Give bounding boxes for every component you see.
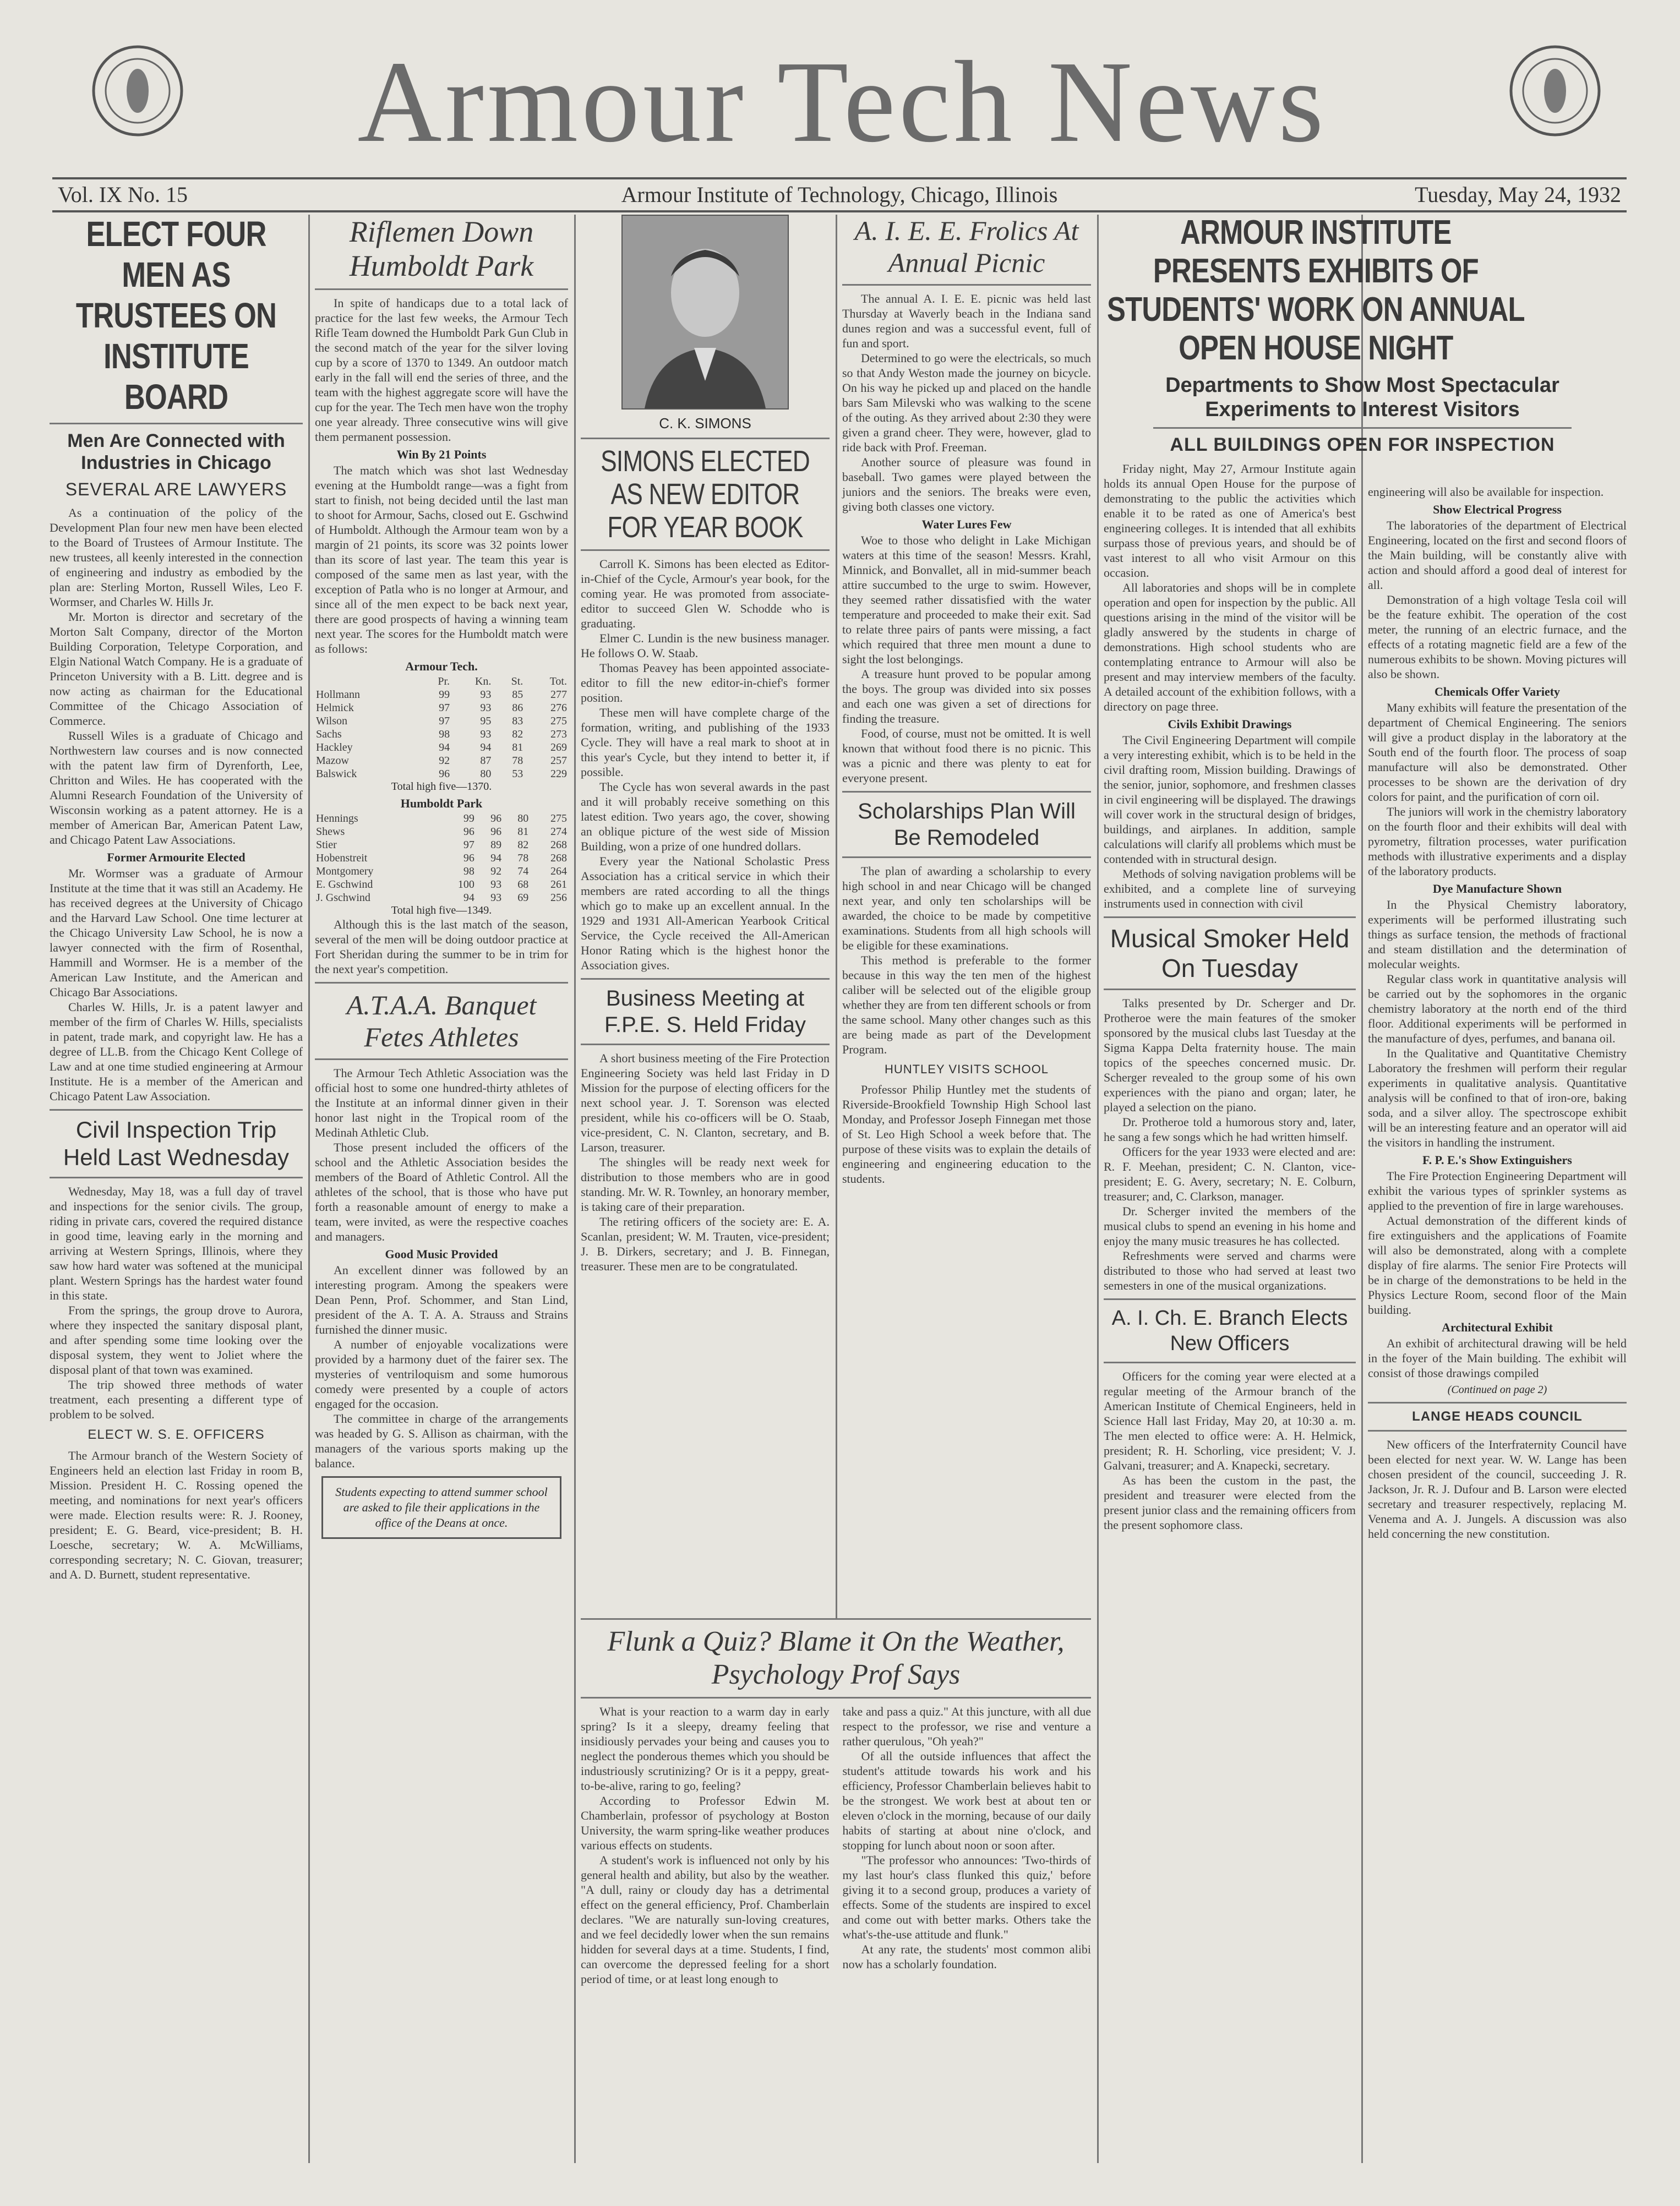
table-row [315,741,568,754]
paragraph: Wednesday, May 18, was a full day of travel and inspections for the senior civils. The group, riding in private cars, covered the required distance in good time, leaving early in the morning and arriving at Western Springs, Illinois, where they saw how hard water was softened at the municipal plant. Western Springs has the hardest water found in this state. [50,1184,303,1302]
divider [842,284,1091,286]
column-6 [1368,484,1627,2169]
paragraph: Determined to go were the electricals, so much so that Andy Weston made the journey on bicycle. On his way he picked up and placed on the handle bars Sam Milevski who was walking to the scene of the outing. As they arrived about 2:30 they were given a grand cheer. They were, however, glad to ride back with Prof. Freeman. [842,351,1091,454]
paragraph: Woe to those who delight in Lake Michigan waters at this time of the season! Messrs. Krahl, Minnick, and Bonvallet, all in mid-summer beach attire succumbed to the urge to swim. However, they seemed rather dissatisfied with the water temperature and proceeded to make their exit. Sad to relate three pairs of pants were missing, a fact which required that three men mount a dune to sight the lost belongings. [842,533,1091,666]
cell: 95 [480,715,492,727]
paragraph: This method is preferable to the former because in this way the ten men of the highest caliber will be selected out of the eligible group whether they are from ten different schools or from the same school. Many other changes such as this are being made as part of the Development Program. [842,953,1091,1056]
paragraph: The Fire Protection Engineering Department will exhibit the various types of sprinkler systems as applied to the prevention of fire in large warehouses. [1368,1169,1627,1213]
paragraph: In spite of handicaps due to a total lack of practice for the last few weeks, the Armour Tech Rifle Team downed the Humboldt Park Gun Club in the second match of the year for the silver loving cup by a score of 1370 to 1349. An outdoor match early in the fall will end the series of three, and the team with the highest aggregate score will have the cup for the year. The Tech men have won the trophy one year already. Three consecutive wins will give them permanent possession. [315,296,569,444]
cell: 100 [457,878,474,891]
cell: Hackley [316,741,353,753]
divider [842,856,1091,858]
score-table-humboldt [315,812,568,904]
subheading: Architectural Exhibit [1442,1320,1553,1334]
cell: 96 [463,852,474,864]
cell: 93 [490,878,502,891]
divider [1104,916,1356,918]
cell: J. Gschwind [316,892,370,904]
table-total: Total high five—1370. [391,780,492,793]
paragraph: In the Physical Chemistry laboratory, experiments will be performed illustrating such things as surface tension, the methods of fractional and steam distillation and the determination of molecular weights. [1368,898,1627,971]
paragraph: A treasure hunt proved to be popular among the boys. The group was divided into six posses and each one was given a set of directions for finding the treasure. [842,667,1091,725]
paragraph: An excellent dinner was followed by an interesting program. Among the speakers were Dean Penn, Prof. Schommer, and Stan Lind, president of the A. T. A. A. Strauss and Strains furnished the dinner music. [315,1263,568,1336]
table-row [315,891,568,904]
cell: 81 [512,741,523,753]
column-rule [1361,215,1363,2163]
cell: E. Gschwind [316,878,373,891]
paragraph: Carroll K. Simons has been elected as Editor-in-Chief of the Cycle, Armour's year book, for the coming year. He was promoted from associate-editor to succeed Glen W. Schodde who is graduating. [581,557,830,630]
cell: 276 [550,702,567,714]
cell: 92 [439,755,450,767]
column-rule [1097,215,1099,2163]
divider [581,549,830,551]
paragraph: A student's work is influenced not only by his general health and ability, but also by the weather. "A dull, rainy or cloudy day has a detrimental effect on the general efficiency, Prof. Chamberlain declares. "We are naturally sun-loving creatures, and we feel decidedly lower when the sun remains hidden for several days at a time. Students, I find, can overcome the depressed feeling for a short period of time, or at least long enough to [581,1853,830,1986]
cell: 229 [550,768,567,780]
cell: Sachs [316,728,342,740]
cell: 74 [517,865,529,877]
cell: 97 [463,839,474,851]
paragraph: Dr. Protheroe told a humorous story and, later, he sang a few songs which he had written himself. [1104,1115,1356,1144]
paragraph: "The professor who announces: 'Two-thirds of my last hour's class flunked this quiz,' before giving it to a second group, produces a variety of effects. Some of the students are inspired to excel and come out with better marks. Others take the what's-the-use attitude and flunk." [842,1853,1091,1941]
paragraph: Although this is the last match of the season, several of the men will be doing outdoor practice at Fort Sheridan during the summer to be in trim for the next year's competition. [315,918,568,976]
paragraph: The shingles will be ready next week for distribution to those members who are in good standing. Mr. W. R. Townley, an honorary member, is taking care of their preparation. [581,1155,830,1214]
cell: 89 [490,839,502,851]
paragraph: The Armour Tech Athletic Association was the official host to some one hundred-thirty athletes of the Institute at an informal dinner given in their honor last night in the Tropical room of the Medinah Athletic Club. [315,1066,568,1139]
deck-trustees: Men Are Connected with Industries in Chicago [67,430,285,473]
cell: Wilson [316,715,347,727]
paragraph: The Armour branch of the Western Society of Engineers held an election last Friday in room B, Mission. President H. C. Rossing opened the meeting, and nominations for next year's officers were made. Election results were: R. J. Rooney, president; E. G. Beard, vice-president; B. H. Loesche, secretary; W. A. McWilliams, corresponding secretary; N. C. Giovan, treasurer; and A. D. Burnett, student representative. [50,1449,303,1581]
cell: 68 [517,878,529,891]
score-table-armour [315,675,568,780]
subheading: Show Electrical Progress [1433,503,1562,516]
column-4 [842,209,1091,1618]
cell: Stier [316,839,337,851]
cell: 93 [480,702,492,714]
column-1 [50,209,303,2169]
paragraph: Refreshments were served and charms were distributed to those who had served at least two semesters in one of the musical organizations. [1104,1249,1356,1292]
cell: Hennings [316,812,358,824]
paragraph: As has been the custom in the past, the president and treasurer were elected from the present junior class and the remaining officers from the present sophomore class. [1104,1473,1356,1532]
deck-open-house: Departments to Show Most Spectacular Experiments to Interest Visitors [1165,374,1559,421]
paragraph: Mr. Wormser was a graduate of Armour Institute at the time that it was still an Academy. He has received degrees at the University of Chicago and the Harvard Law School. One time lecturer at the Chicago University Law School, he is now a lawyer connected with the firm of Rosenthal, Hammill and Wormser. He is a member of the American Law Institute, and the American and Chicago Bar Associations. [50,866,303,999]
table-row [315,825,568,838]
continued-note: (Continued on page 2) [1447,1384,1547,1396]
headline-civil-trip: Civil Inspection Trip Held Last Wednesday [63,1117,290,1170]
paragraph: The retiring officers of the society are: E. A. Scanlan, president; W. M. Trauten, vice-president; J. B. Dirkers, secretary; and J. B. Finnegan, treasurer. These men are to be congratulated. [581,1215,830,1273]
cell: Montgomery [316,865,374,877]
cell: 264 [550,865,567,877]
subheading: Chemicals Offer Variety [1434,685,1561,698]
paragraph: The Civil Engineering Department will compile a very interesting exhibit, which is to be held in the civil drafting room, Mission building. Drawings of the senior, junior, sophomore, and freshmen classes in civil engineering will be displayed. The drawings will cover work in the structural design of bridges, buildings, and airplanes. In addition, sample calculations will clarify all problems which must be contended with in structural design. [1104,733,1356,866]
paragraph: The plan of awarding a scholarship to every high school in and near Chicago will be changed next year, and only ten scholarships will be awarded, the choice to be made by competitive examinations. Students from all high schools will be eligible for these examinations. [842,864,1091,952]
cell: 94 [490,852,502,864]
paragraph: Elmer C. Lundin is the new business manager. He follows O. W. Staab. [581,631,830,660]
summer-school-notice: Students expecting to attend summer school are asked to file their applications in the office of the Deans at once. [321,1476,561,1539]
cell: 92 [490,865,502,877]
divider [581,1697,1091,1699]
issue-date: Tuesday, May 24, 1932 [1415,182,1621,207]
cell: Hobenstreit [316,852,368,864]
table-row [315,754,568,767]
cell: 85 [512,689,523,701]
photo-caption: C. K. SIMONS [659,415,751,432]
paragraph: The trip showed three methods of water treatment, each presenting a different type of problem to be solved. [50,1378,303,1421]
cell: 96 [439,768,450,780]
divider [581,978,830,980]
subheading: Dye Manufacture Shown [1432,882,1562,895]
divider [842,791,1091,793]
cell: Hollmann [316,689,360,701]
paragraph: The juniors will work in the chemistry laboratory on the fourth floor and their exhibits will deal with pyrometry, filtration processes, water purification methods with illustrative experiments and a display of the laboratory products. [1368,805,1627,878]
paragraph: Mr. Morton is director and secretary of the Morton Salt Company, director of the Morton Building Corporation, Teletype Corporation, and Elgin National Watch Company. He is a graduate of Princeton University with a B. Litt. degree and is now acting as chairman for the Educational Committee of the Chicago Association of Commerce. [50,610,303,728]
dateline [52,177,1627,212]
paragraph: All laboratories and shops will be in complete operation and open for inspection by the public. All questions arising in the mind of the visitor will be gladly answered by the students in charge of demonstrations. High school students who are contemplating entrance to Armour will also be present and may interview members of the faculty. A detailed account of the exhibition follows, with a directory on page three. [1104,581,1356,713]
paragraph: Demonstration of a high voltage Tesla coil will be the feature exhibit. The operation of the cost meter, the running of an electric furnace, and the effects of a rotating magnetic field are a few of the numerous exhibits to be shown. Moving pictures will also be shown. [1368,593,1627,681]
divider [1368,1430,1627,1432]
table-row [315,812,568,825]
paragraph: Every year the National Scholastic Press Association has a critical service in which their members are rated according to all the things which go to make up an excellent annual. In the 1929 and 1931 All-American Yearbook Critical Service, the Cycle received the All-American Honor Rating which is the highest honor the Association gives. [581,854,830,972]
subhead-buildings: ALL BUILDINGS OPEN FOR INSPECTION [1170,434,1555,455]
table-row [315,878,568,891]
paragraph: Dr. Scherger invited the members of the musical clubs to spend an evening in his home and enjoy the many music treasures he has collected. [1104,1204,1356,1248]
headline-riflemen: Riflemen Down Humboldt Park [349,215,534,282]
paragraph: Officers for the year 1933 were elected and are: R. F. Meehan, president; C. N. Clanton, vice-president; E. G. Avery, secretary; N. E. Colburn, treasurer; and, C. Clarkson, manager. [1104,1145,1356,1203]
headline-scholarships: Scholarships Plan Will Be Remodeled [858,799,1076,850]
cell: 269 [550,741,567,753]
cell: 99 [439,689,450,701]
flunk-body [581,1704,1091,1986]
paragraph: Russell Wiles is a graduate of Chicago and Northwestern law courses and is now connected with the patent law firm of Dyrenforth, Lee, Chritton and Wiles. He has cooperated with the Alumni Research Foundation of the University of Wisconsin working as a patent attorney. He is a member of American Bar, American Patent Law, and Chicago Patent Law Associations. [50,729,303,847]
column-2 [315,209,568,2169]
paragraph: Charles W. Hills, Jr. is a patent lawyer and member of the firm of Charles W. Hills, specialists in patent, trade mark, and copyright law. He has a degree of LL.B. from the Chicago Kent College of Law and at one time studied engineering at Armour Institute. He is a member of the American and Chicago Patent Law Association. [50,1000,303,1103]
cell: 78 [512,755,523,767]
subhead-wse: ELECT W. S. E. OFFICERS [88,1427,265,1442]
divider [315,288,568,290]
table-row [315,865,568,878]
divider [581,1044,830,1045]
subhead-lawyers: SEVERAL ARE LAWYERS [65,479,287,499]
table-title: Armour Tech. [405,659,478,673]
cell: 93 [490,892,502,904]
cell: 83 [512,715,523,727]
cell: 93 [480,728,492,740]
cell: 53 [512,768,523,780]
table-row [315,688,568,701]
table-row [315,714,568,728]
cell: Balswick [316,768,357,780]
header-cell: Kn. [474,675,492,687]
paragraph: A short business meeting of the Fire Protection Engineering Society was held last Friday in D Mission for the purpose of electing officers for the next school year. J. T. Sorenson was elected president, while his co-officers will be O. Staab, vice-president, C. N. Clanton, secretary, and B. Larson, treasurer. [581,1051,830,1154]
table-total: Total high five—1349. [391,904,492,916]
table-title: Humboldt Park [400,796,483,810]
divider [1153,427,1572,429]
cell: 78 [517,852,529,864]
paragraph: Professor Philip Huntley met the students of Riverside-Brookfield Township High School last Monday, and Professor Joseph Finnegan met those of St. Leo High School a week before that. The purpose of these visits was to explain the details of engineering and engineering education to the students. [842,1083,1091,1186]
cell: 87 [480,755,492,767]
paragraph: Actual demonstration of the different kinds of fire extinguishers and the applications of Foamite will also be demonstrated, along with a complete display of fire alarms. The senior Fire Protects will be in charge of the demonstrations to be held in the Physics Lecture Room, second floor of the Main building. [1368,1214,1627,1317]
divider [1104,1362,1356,1363]
institute-seal-right [1508,44,1602,138]
cell: 98 [463,865,474,877]
header-cell: Tot. [549,675,567,687]
divider [581,438,830,439]
subheading: F. P. E.'s Show Extinguishers [1422,1153,1572,1167]
subheading: Former Armourite Elected [107,850,246,864]
cell: 98 [439,728,450,740]
headline-simons: SIMONS ELECTED AS NEW EDITOR FOR YEAR BOOK [601,445,810,544]
portrait-photo [621,215,789,409]
headline-ataa: A.T.A.A. Banquet Fetes Athletes [346,990,537,1052]
portrait-image [623,216,788,408]
volume-number: Vol. IX No. 15 [58,182,188,207]
headline-smoker: Musical Smoker Held On Tuesday [1110,924,1350,982]
cell: 273 [550,728,567,740]
cell: 96 [463,826,474,838]
cell: 96 [490,826,502,838]
open-house-deck-wrap [1104,373,1621,456]
paragraph: A number of enjoyable vocalizations were provided by a harmony duet of the fairer sex. The mysteries of ventriloquism and some humorous comedy were presented by a couple of actors engaged for the occasion. [315,1337,568,1411]
paragraph: The committee in charge of the arrangements was headed by G. S. Allison as chairman, with the managers of the various sports making up the balance. [315,1412,568,1470]
cell: 97 [439,702,450,714]
cell: 82 [517,839,529,851]
divider [50,1177,303,1178]
paragraph: Officers for the coming year were elected at a regular meeting of the Armour branch of the American Institute of Chemical Engineers, held in Science Hall last Friday, May 20, at 10:30 a. m. The men elected to office were: A. H. Helmick, president; R. H. Schorling, vice president; V. J. Galvani, treasurer; and A. Knapecki, secretary. [1104,1369,1356,1472]
table-row [315,767,568,780]
paragraph: The Cycle has won several awards in the past and it will probably receive something on this latest edition. Two years ago, the cover, showing an oblique picture of the west side of Mission Building, won a prize of one hundred dollars. [581,780,830,853]
paragraph: The laboratories of the department of Electrical Engineering, located on the first and second floors of the Main building, will be constantly alive with action and should afford a good deal of interest for all. [1368,518,1627,592]
paragraph: Food, of course, must not be omitted. It is well known that without food there is no picnic. This was a picnic and there was plenty to eat for everyone present. [842,727,1091,785]
cell: 80 [480,768,492,780]
paragraph: The match which was shot last Wednesday evening at the Humboldt range—was a fight from start to finish, not being decided until the last man to shoot for Armour, Sachs, closed out E. Gschwind of Humboldt. Although the Armour team won by a margin of 21 points, its score was 32 points lower than its score of last year. The team this year is composed of the same men as last year, with the exception of Patla who is no longer at Armour, and since all of the men expect to be back next year, there are good prospects of having a winning team next year. The scores for the Humboldt match were as follows: [315,463,568,656]
subheading: Good Music Provided [385,1247,498,1261]
divider [315,1058,568,1060]
subhead-huntley: HUNTLEY VISITS SCHOOL [884,1062,1049,1076]
cell: Mazow [316,755,349,767]
subheading: Civils Exhibit Drawings [1168,717,1292,731]
subhead-lange: LANGE HEADS COUNCIL [1412,1409,1583,1424]
cell: Shews [316,826,345,838]
table-row [315,838,568,851]
paragraph: What is your reaction to a warm day in early spring? Is it a sleepy, dreamy feeling that insidiously pervades your being and causes you to neglect the ponderous themes which you should be industriously scrutinizing? Or is it a peppy, great-to-be-alive, raring to go, feeling? [581,1705,830,1793]
headline-fpes: Business Meeting at F.P.E. S. Held Friday [604,986,806,1037]
paragraph: Regular class work in quantitative analysis will be carried out by the sophomores in the organic chemistry laboratory at the north end of the third floor. Additional experiments will be performed in the manufacture of dyes, perfumes, and banana oil. [1368,972,1627,1045]
divider [50,1109,303,1111]
paragraph: Many exhibits will feature the presentation of the department of Chemical Engineering. The seniors will give a product display in the laboratory at the South end of the fourth floor. The process of soap manufacture will also be demonstrated. Other processes to be shown are the derivation of dry colors for paint, and the purification of corn oil. [1368,701,1627,804]
paragraph: From the springs, the group drove to Aurora, where they inspected the sanitary disposal plant, and after spending some time looking over the disposal system, they went to Joliet where the disposal plant of that town was examined. [50,1303,303,1377]
cell: 277 [550,689,567,701]
cell: 69 [517,892,529,904]
table-row [315,701,568,714]
cell: 82 [512,728,523,740]
institution-line: Armour Institute of Technology, Chicago, Illinois [621,182,1058,207]
paragraph: As a continuation of the policy of the Development Plan four new men have been elected to the Board of Trustees of Armour Institute. The new trustees, all keenly interested in the connection of engineering and industry as embodied by the plan are: Sterling Morton, Russell Wiles, Leo F. Wormser, and Charles W. Hills Jr. [50,506,303,609]
cell: 275 [550,715,567,727]
headline-flunk: Flunk a Quiz? Blame it On the Weather, Psychology Prof Says [607,1626,1065,1690]
cell: 274 [550,826,567,838]
paragraph: Of all the outside influences that affect the student's attitude towards his work and his efficiency, Professor Chamberlain believes habit to be the strongest. We work best at about ten or eleven o'clock in the morning, because of our daily habits of starting at about nine o'clock, and stopping for lunch about noon or soon after. [842,1749,1091,1852]
column-rule [308,215,310,2163]
paragraph: An exhibit of architectural drawing will be held in the foyer of the Main building. The exhibit will consist of those drawings compiled [1368,1336,1627,1380]
paragraph: Methods of solving navigation problems will be exhibited, and a complete line of surveying instruments used in connection with civil [1104,867,1356,910]
cell: 80 [517,812,529,824]
paragraph: In the Qualitative and Quantitative Chemistry Laboratory the freshmen will perform their regular experiments in qualitative analysis. Quantitative analysis will be confined to that of iron-ore, baking soda, and a silver alloy. The spectroscope exhibit will be an interesting feature and an operator will aid the visitors in handling the instrument. [1368,1046,1627,1149]
paragraph: engineering will also be available for inspection. [1368,485,1604,499]
cell: Helmick [316,702,354,714]
headline-aiche: A. I. Ch. E. Branch Elects New Officers [1111,1307,1348,1355]
cell: 94 [463,892,474,904]
table-row [315,851,568,865]
paragraph: These men will have complete charge of the formation, writing, and publishing of the 1933 Cycle. They will have a real mark to shoot at in this year's Cycle, but they intend to better it, if possible. [581,706,830,779]
cell: 256 [550,892,567,904]
paragraph: take and pass a quiz." At this juncture, with all due respect to the professor, we rise and venture a rather querulous, "Oh yeah?" [842,1705,1091,1748]
cell: 97 [439,715,450,727]
divider [1104,1298,1356,1300]
cell: 96 [490,812,502,824]
masthead-title: Armour Tech News [357,37,1327,166]
paragraph: Another source of pleasure was found in baseball. Two games were played between the juniors and the seniors. The breaks were even, giving both classes one victory. [842,455,1091,514]
table-header-row [315,675,568,688]
divider [1368,1402,1627,1404]
paragraph: The annual A. I. E. E. picnic was held last Thursday at Waverly beach in the Indiana sand dunes region and was a successful event, full of fun and sport. [842,292,1091,350]
column-rule [574,215,576,2163]
cell: 257 [550,755,567,767]
paragraph: New officers of the Interfraternity Council have been elected for next year. W. W. Lange has been chosen president of the council, succeeding J. R. Jackson, Jr. R. J. Dufour and B. Larson were elected secretary and treasurer respectively, replacing M. Venema and A. J. Jungels. A discussion was also held concerning the new constitution. [1368,1438,1627,1541]
header-cell [315,675,419,688]
subheading: Win By 21 Points [396,447,487,461]
header-cell: St. [511,675,523,687]
paragraph: Talks presented by Dr. Scherger and Dr. Protheroe were the main features of the smoker sponsored by the musical clubs last Tuesday at the Sigma Kappa Delta fraternity house. The main topics of the speeches concerned music. Dr. Scherger revealed to the group some of his own experiences with the piano and organ; later, he played a selection on the piano. [1104,996,1356,1114]
paragraph: According to Professor Edwin M. Chamberlain, professor of psychology at Boston University, the warm spring-like weather produces various effects on students. [581,1794,830,1852]
cell: 81 [517,826,529,838]
headline-trustees: ELECT FOUR MEN AS TRUSTEES ON INSTITUTE BOARD [75,214,277,417]
subheading: Water Lures Few [921,517,1012,531]
cell: 275 [550,812,567,824]
masthead [0,22,1680,165]
divider [581,1618,1091,1620]
cell: 261 [550,878,567,891]
paragraph: Friday night, May 27, Armour Institute again holds its annual Open House for the purpose of demonstrating to the public the activities which enable it to be rated as one of America's best engineering colleges. It is intended that all exhibits surpass those of previous years, and should be of vast interest to all who visit Armour on this occasion. [1104,462,1356,580]
header-cell: Pr. [438,675,450,687]
divider [50,423,303,424]
cell: 268 [550,839,567,851]
headline-aiee: A. I. E. E. Frolics At Annual Picnic [854,215,1079,278]
cell: 99 [463,812,474,824]
paragraph: Those present included the officers of the school and the Athletic Association besides the members of the Board of Athletic Control. All the athletes of the school, that is those who have put forth a reasonable amount of energy to make a team, were invited, as were the respective coaches and managers. [315,1140,568,1243]
cell: 94 [439,741,450,753]
cell: 93 [480,689,492,701]
paragraph: Thomas Peavey has been appointed associate-editor to fill the new editor-in-chief's former position. [581,661,830,705]
headline-open-house: ARMOUR INSTITUTE PRESENTS EXHIBITS OF STUDENTS' WORK ON ANNUAL OPEN HOUSE NIGHT [1107,214,1525,367]
article-flunk-quiz [581,1618,1091,2169]
divider [1104,989,1356,990]
table-row [315,728,568,741]
divider [315,982,568,984]
paragraph: At any rate, the students' most common alibi now has a scholarly foundation. [842,1942,1091,1971]
cell: 94 [480,741,492,753]
cell: 268 [550,852,567,864]
cell: 86 [512,702,523,714]
